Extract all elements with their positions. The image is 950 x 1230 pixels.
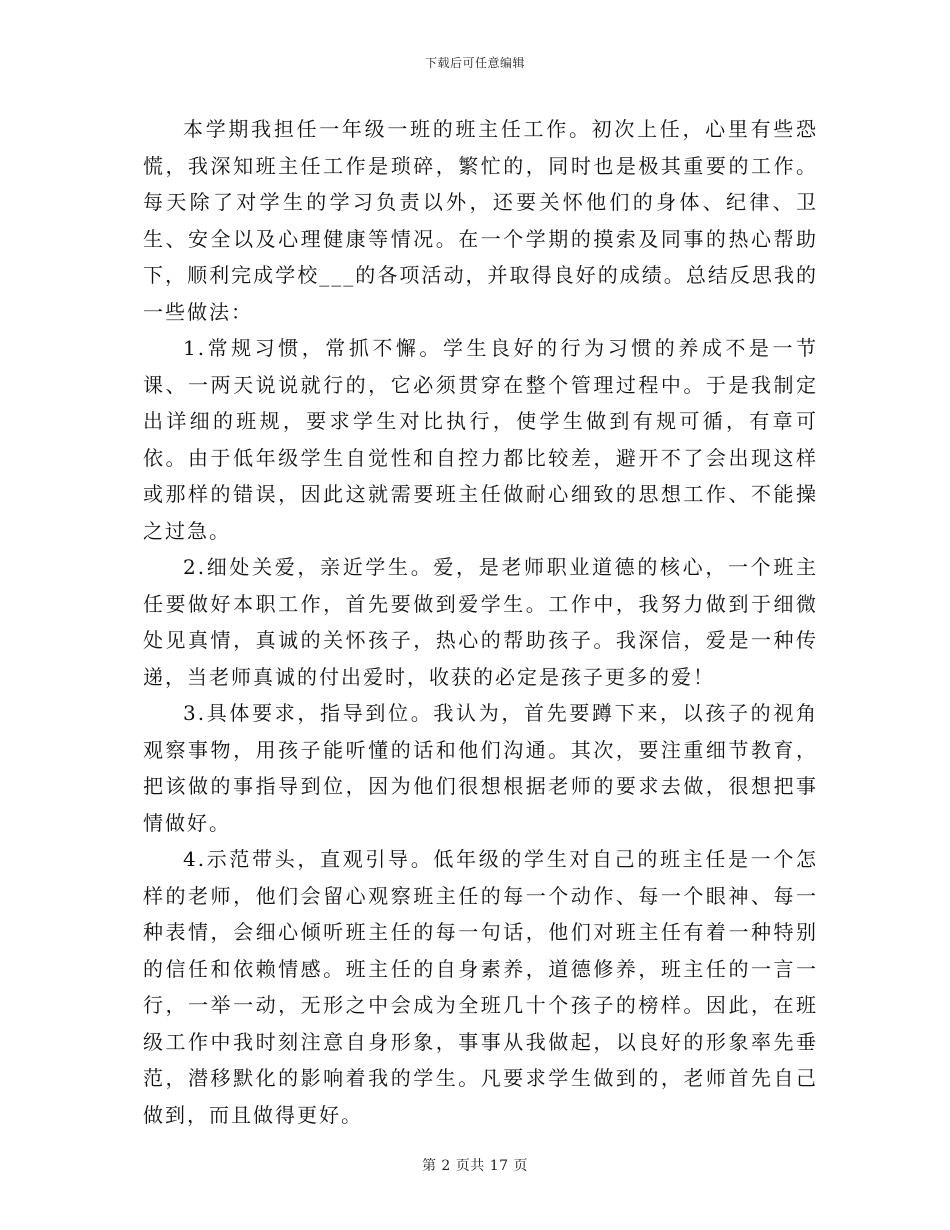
- paragraph-item-2: 2.细处关爱，亲近学生。爱，是老师职业道德的核心，一个班主任要做好本职工作，首先要做到爱学生。工作中，我努力做到于细微处见真情，真诚的关怀孩子，热心的帮助孩子。我深信，爱是一种传递，当老师真诚的付出爱时，收获的必定是孩子更多的爱！: [143, 555, 818, 689]
- paragraph-intro: 本学期我担任一年级一班的班主任工作。初次上任，心里有些恐慌，我深知班主任工作是琐碎，繁忙的，同时也是极其重要的工作。每天除了对学生的学习负责以外，还要关怀他们的身体、纪律、卫生、安全以及心理健康等情况。在一个学期的摸索及同事的热心帮助下，顺利完成学校___的各项活动，并取得良好的成绩。总结反思我的一些做法：: [143, 117, 818, 324]
- page-header: 下载后可任意编辑: [424, 56, 525, 70]
- paragraph-item-4: 4.示范带头，直观引导。低年级的学生对自己的班主任是一个怎样的老师，他们会留心观察班主任的每一个动作、每一个眼神、每一种表情，会细心倾听班主任的每一句话，他们对班主任有着一种特别的信任和依赖情感。班主任的自身素养，道德修养，班主任的一言一行，一举一动，无形之中会成为全班几十个孩子的榜样。因此，在班级工作中我时刻注意自身形象，事事从我做起，以良好的形象率先垂范，潜移默化的影响着我的学生。凡要求学生做到的，老师首先自己做到，而且做得更好。: [143, 847, 818, 1127]
- paragraph-item-3: 3.具体要求，指导到位。我认为，首先要蹲下来，以孩子的视角观察事物，用孩子能听懂的话和他们沟通。其次，要注重细节教育，把该做的事指导到位，因为他们很想根据老师的要求去做，很想把事情做好。: [143, 701, 818, 835]
- page-footer: 第 2 页共 17 页: [421, 1158, 529, 1174]
- document-body: [143, 111, 818, 1133]
- paragraph-item-1: 1.常规习惯，常抓不懈。学生良好的行为习惯的养成不是一节课、一两天说说就行的，它必须贯穿在整个管理过程中。于是我制定出详细的班规，要求学生对比执行，使学生做到有规可循，有章可依。由于低年级学生自觉性和自控力都比较差，避开不了会出现这样或那样的错误，因此这就需要班主任做耐心细致的思想工作、不能操之过急。: [143, 336, 818, 543]
